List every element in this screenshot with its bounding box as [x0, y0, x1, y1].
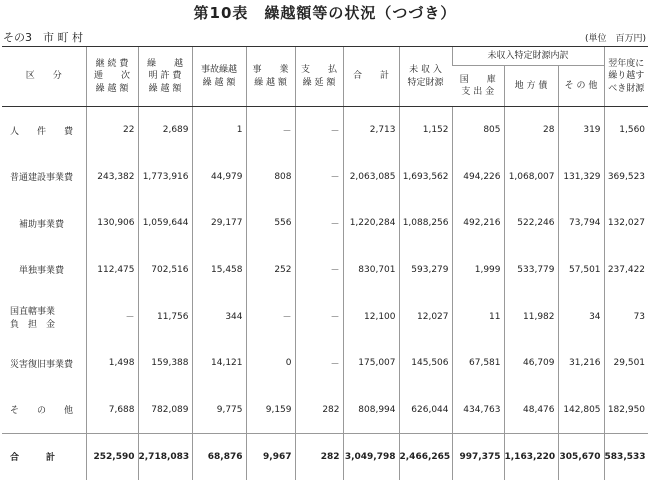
row-label: 合 計: [2, 433, 86, 480]
cell-value: 494,226: [452, 153, 504, 200]
cell-value: 44,979: [192, 153, 246, 200]
cell-value: 2,466,265: [399, 433, 452, 480]
cell-value: 805: [452, 107, 504, 154]
row-label: 国直轄事業 負 担 金: [10, 306, 56, 330]
cell-value: 57,501: [558, 247, 604, 294]
cell-value: 282: [295, 387, 343, 434]
cell-value: 1,163,220: [504, 433, 558, 480]
cell-value: 132,027: [604, 200, 648, 247]
cell-value: 434,763: [452, 387, 504, 434]
cell-value: －: [295, 200, 343, 247]
header-category: 区 分: [2, 47, 86, 107]
cell-value: 68,876: [192, 433, 246, 480]
header-local-bonds: 地 方 債: [504, 66, 558, 107]
cell-value: 1,999: [452, 247, 504, 294]
cell-value: －: [246, 107, 295, 154]
cell-value: 2,063,085: [343, 153, 399, 200]
header-carryover-explicit: 繰 越 明 許 費 繰 越 額: [138, 47, 192, 107]
header-total: 合 計: [343, 47, 399, 107]
table-row: [2, 200, 648, 247]
cell-value: 830,701: [343, 247, 399, 294]
cell-value: 344: [192, 293, 246, 340]
cell-value: 305,670: [558, 433, 604, 480]
cell-value: 11,756: [138, 293, 192, 340]
cell-value: 252,590: [86, 433, 138, 480]
cell-value: －: [295, 340, 343, 387]
cell-value: 3,049,798: [343, 433, 399, 480]
cell-value: 130,906: [86, 200, 138, 247]
cell-value: 2,713: [343, 107, 399, 154]
table-row: [2, 340, 648, 387]
cell-value: 522,246: [504, 200, 558, 247]
cell-value: 12,027: [399, 293, 452, 340]
row-label: 普通建設事業費: [10, 173, 74, 184]
cell-value: 9,967: [246, 433, 295, 480]
cell-value: 1,068,007: [504, 153, 558, 200]
carryover-table: [2, 46, 648, 480]
cell-value: 319: [558, 107, 604, 154]
cell-value: 1,220,284: [343, 200, 399, 247]
header-carryover-project: 事 業 繰 越 額: [246, 47, 295, 107]
cell-value: 159,388: [138, 340, 192, 387]
cell-value: 7,688: [86, 387, 138, 434]
cell-value: 369,523: [604, 153, 648, 200]
cell-value: 237,422: [604, 247, 648, 294]
cell-value: 583,533: [604, 433, 648, 480]
cell-value: 73,794: [558, 200, 604, 247]
cell-value: 282: [295, 433, 343, 480]
cell-value: 131,329: [558, 153, 604, 200]
cell-value: 11: [452, 293, 504, 340]
cell-value: －: [246, 293, 295, 340]
row-label: 人 件 費: [10, 126, 74, 137]
cell-value: 782,089: [138, 387, 192, 434]
row-label: 単独事業費: [10, 266, 65, 277]
header-next-year: 翌年度に 繰り越す べき財源: [604, 47, 648, 107]
cell-value: 1,773,916: [138, 153, 192, 200]
cell-value: 1,059,644: [138, 200, 192, 247]
cell-value: 22: [86, 107, 138, 154]
cell-value: 593,279: [399, 247, 452, 294]
row-label: 補助事業費: [10, 219, 65, 230]
cell-value: －: [295, 293, 343, 340]
cell-value: 48,476: [504, 387, 558, 434]
table-row: [2, 387, 648, 434]
cell-value: 34: [558, 293, 604, 340]
cell-value: 12,100: [343, 293, 399, 340]
cell-value: 2,718,083: [138, 433, 192, 480]
cell-value: 1: [192, 107, 246, 154]
cell-value: 15,458: [192, 247, 246, 294]
cell-value: 1,088,256: [399, 200, 452, 247]
cell-value: 252: [246, 247, 295, 294]
cell-value: 67,581: [452, 340, 504, 387]
header-breakdown-group: 未収入特定財源内訳: [452, 47, 604, 66]
row-label: 災害復旧事業費: [10, 359, 74, 370]
cell-value: 175,007: [343, 340, 399, 387]
header-national-treasury: 国 庫 支 出 金: [452, 66, 504, 107]
cell-value: 1,693,562: [399, 153, 452, 200]
cell-value: 0: [246, 340, 295, 387]
unit-label: (単位 百万円): [584, 34, 646, 44]
cell-value: 808,994: [343, 387, 399, 434]
cell-value: －: [86, 293, 138, 340]
cell-value: 112,475: [86, 247, 138, 294]
cell-value: 1,152: [399, 107, 452, 154]
header-carryover-payment: 支 払 繰 延 額: [295, 47, 343, 107]
cell-value: 31,216: [558, 340, 604, 387]
table-row: [2, 247, 648, 294]
header-unreceived-specific: 未 収 入 特定財源: [399, 47, 452, 107]
cell-value: 145,506: [399, 340, 452, 387]
cell-value: 182,950: [604, 387, 648, 434]
table-subtitle: その3 市 町 村: [3, 31, 83, 44]
header-other: そ の 他: [558, 66, 604, 107]
cell-value: 14,121: [192, 340, 246, 387]
table-body: [2, 107, 648, 481]
cell-value: 556: [246, 200, 295, 247]
cell-value: 243,382: [86, 153, 138, 200]
cell-value: 29,177: [192, 200, 246, 247]
page-title: 第10表 繰越額等の状況（つづき）: [193, 4, 457, 22]
cell-value: 626,044: [399, 387, 452, 434]
cell-value: 9,159: [246, 387, 295, 434]
cell-value: －: [295, 247, 343, 294]
table-row: [2, 153, 648, 200]
cell-value: 702,516: [138, 247, 192, 294]
row-label: そ の 他: [10, 406, 74, 417]
cell-value: 492,216: [452, 200, 504, 247]
cell-value: 73: [604, 293, 648, 340]
cell-value: 46,709: [504, 340, 558, 387]
total-row: [2, 433, 648, 480]
cell-value: 11,982: [504, 293, 558, 340]
header-carryover-accident: 事故繰越 繰 越 額: [192, 47, 246, 107]
cell-value: 142,805: [558, 387, 604, 434]
cell-value: 1,560: [604, 107, 648, 154]
cell-value: 2,689: [138, 107, 192, 154]
cell-value: 997,375: [452, 433, 504, 480]
table-row: [2, 293, 648, 340]
cell-value: 533,779: [504, 247, 558, 294]
cell-value: 808: [246, 153, 295, 200]
cell-value: －: [295, 153, 343, 200]
header-carryover-continued: 継 続 費 逓 次 繰 越 額: [86, 47, 138, 107]
cell-value: 1,498: [86, 340, 138, 387]
cell-value: －: [295, 107, 343, 154]
cell-value: 28: [504, 107, 558, 154]
cell-value: 9,775: [192, 387, 246, 434]
cell-value: 29,501: [604, 340, 648, 387]
table-row: [2, 107, 648, 154]
